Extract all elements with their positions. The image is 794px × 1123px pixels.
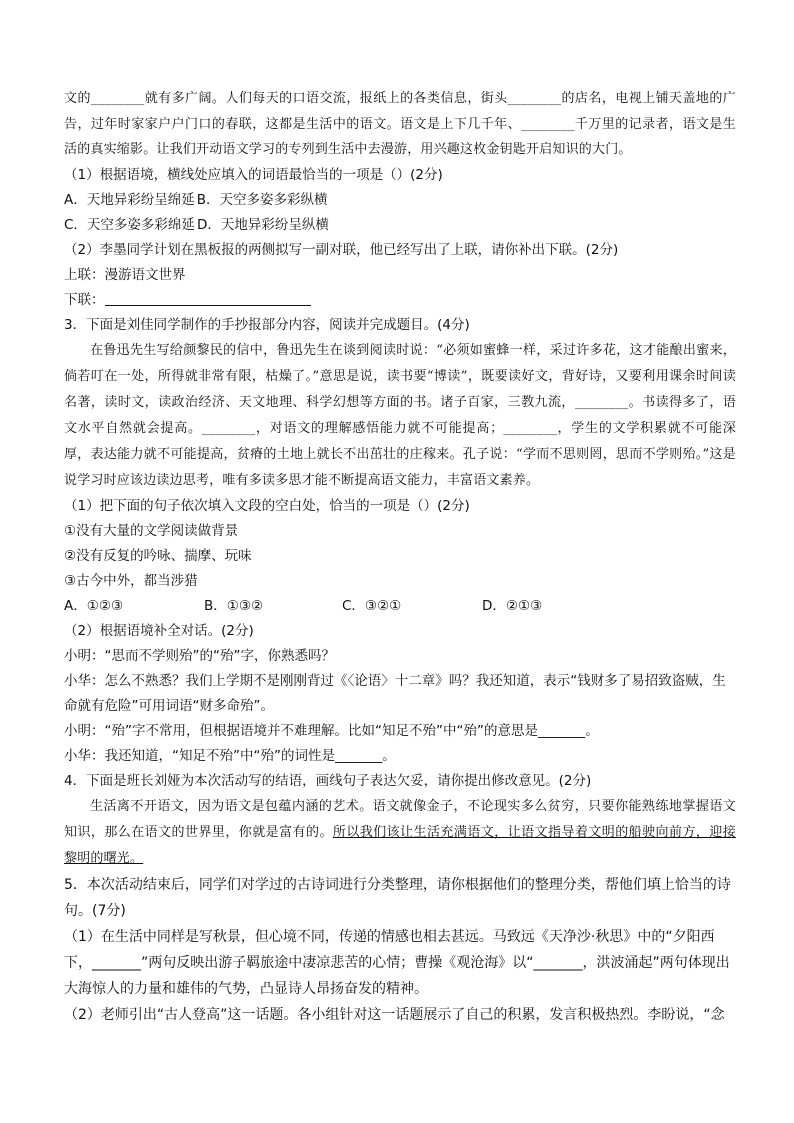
dialogue-3: 小明：“殆”字不常用，但根据语境并不难理解。比如“知足不殆”中“殆”的意思是_______。 bbox=[64, 722, 599, 739]
option-c: C．③②① bbox=[342, 597, 402, 614]
dialogue-4: 小华：我还知道，“知足不殆”中“殆”的词性是_______。 bbox=[64, 747, 396, 764]
question-2-2: （2）李墨同学计划在黑板报的两侧拟写一副对联，他已经写出了上联，请你补出下联。(2分) bbox=[64, 241, 619, 258]
question-5-1: （1）在生活中同样是写秋景，但心境不同，传递的情感也相去甚远。马致远《天净沙·秋思》中的“夕阳西下，_______”两句反映出游子羁旅途中凄凉悲苦的心情；曹操《观沧海》以“_______，洪波涌起”两句体现出大海惊人的力量和雄伟的气势，凸显诗人昂扬奋发的精神。 bbox=[64, 928, 730, 997]
reading-passage: 在鲁迅先生写给颜黎民的信中，鲁迅先生在谈到阅读时说：“必须如蜜蜂一样，采过许多花，这才能酿出蜜来，倘若叮在一处，所得就非常有限，枯燥了。”意思是说，读书要“博读”，既要读好文，背好诗，又要利用课余时间读名著，读时文，读政治经济、天文地理、科学幻想等方面的书。诸子百家，三教九流，________。书读得多了，语文水平自然就会提高。________，对语文的理解感悟能力就不可能提高；________，学生的文学积累就不可能深厚，表达能力就不可能提高，贫瘠的土地上就长不出茁壮的庄稼来。孔子说：“学而不思则罔，思而不学则殆。”这是说学习时应该边读边思考，唯有多读多思才能不断提高语文能力，丰富语文素养。 bbox=[64, 342, 736, 488]
sentence-3: ③古今中外，都当涉猎 bbox=[64, 572, 198, 589]
couplet-upper: 上联：漫游语文世界 bbox=[64, 266, 186, 283]
couplet-lower-label: 下联： bbox=[64, 291, 105, 308]
options-row-2 bbox=[64, 213, 736, 238]
underlined-sentence: 所以我们该让生活充满语文，让语文指导着文明的船驶向前方，迎接黎明的曙光。 bbox=[64, 824, 736, 866]
sentence-1: ①没有大量的文学阅读做背景 bbox=[64, 522, 239, 539]
option-a: A．①②③ bbox=[64, 597, 124, 614]
option-a: A．天地异彩纷呈绵延 bbox=[64, 191, 195, 208]
language-passage: 文的________就有多广阔。人们每天的口语交流，报纸上的各类信息，街头________的店名，电视上铺天盖地的广告，过年时家家户户门口的春联，这都是生活中的语文。语文是上下几千年、________千万里的记录者，语文是生活的真实缩影。让我们开动语文学习的专列到生活中去漫游，用兴趣这枚金钥匙开启知识的大门。 bbox=[64, 91, 736, 157]
question-2-1: （1）根据语境，横线处应填入的词语最恰当的一项是（）(2分) bbox=[64, 166, 443, 183]
dialogue-1: 小明：“思而不学则殆”的“殆”字，你熟悉吗？ bbox=[64, 647, 335, 664]
option-c: C．天空多姿多彩绵延 bbox=[64, 216, 195, 233]
couplet-lower bbox=[64, 288, 736, 313]
conclusion-text: 生活离不开语文，因为语文是包蕴内涵的艺术。语文就像金子，不论现实多么贫穷，只要你能熟练地掌握语文知识，那么在语文的世界里，你就是富有的。 bbox=[64, 798, 736, 840]
sentence-2: ②没有反复的吟咏、揣摩、玩味 bbox=[64, 547, 252, 564]
question-4-title: 4．下面是班长刘娅为本次活动写的结语，画线句子表达欠妥，请你提出修改意见。(2分) bbox=[64, 772, 592, 789]
question-3-1: （1）把下面的句子依次填入文段的空白处，恰当的一项是（）(2分) bbox=[64, 497, 470, 514]
options-row-1 bbox=[64, 188, 736, 213]
conclusion-passage bbox=[64, 794, 736, 872]
options-row-3 bbox=[64, 594, 736, 619]
page-content bbox=[64, 86, 736, 1028]
question-3-title: 3．下面是刘佳同学制作的手抄报部分内容，阅读并完成题目。(4分) bbox=[64, 316, 470, 333]
dialogue-2: 小华：怎么不熟悉？我们上学期不是刚刚背过《〈论语〉十二章》吗？我还知道，表示“钱财多了易招致盗贼，生命就有危险”可用词语“财多命殆”。 bbox=[64, 672, 726, 714]
option-d: D．天地异彩纷呈纵横 bbox=[196, 216, 329, 233]
question-3-2: （2）根据语境补全对话。(2分) bbox=[64, 622, 254, 639]
option-b: B．天空多姿多彩纵横 bbox=[196, 191, 328, 208]
question-5-title: 5．本次活动结束后，同学们对学过的古诗词进行分类整理，请你根据他们的整理分类，帮他们填上恰当的诗句。(7分) bbox=[64, 876, 731, 919]
answer-blank bbox=[105, 291, 311, 306]
option-d: D．②①③ bbox=[482, 597, 543, 614]
option-b: B．①③② bbox=[204, 597, 264, 614]
question-5-2: （2）老师引出“古人登高”这一话题。各小组针对这一话题展示了自己的积累，发言积极热烈。李盼说，“念 bbox=[64, 1006, 725, 1023]
